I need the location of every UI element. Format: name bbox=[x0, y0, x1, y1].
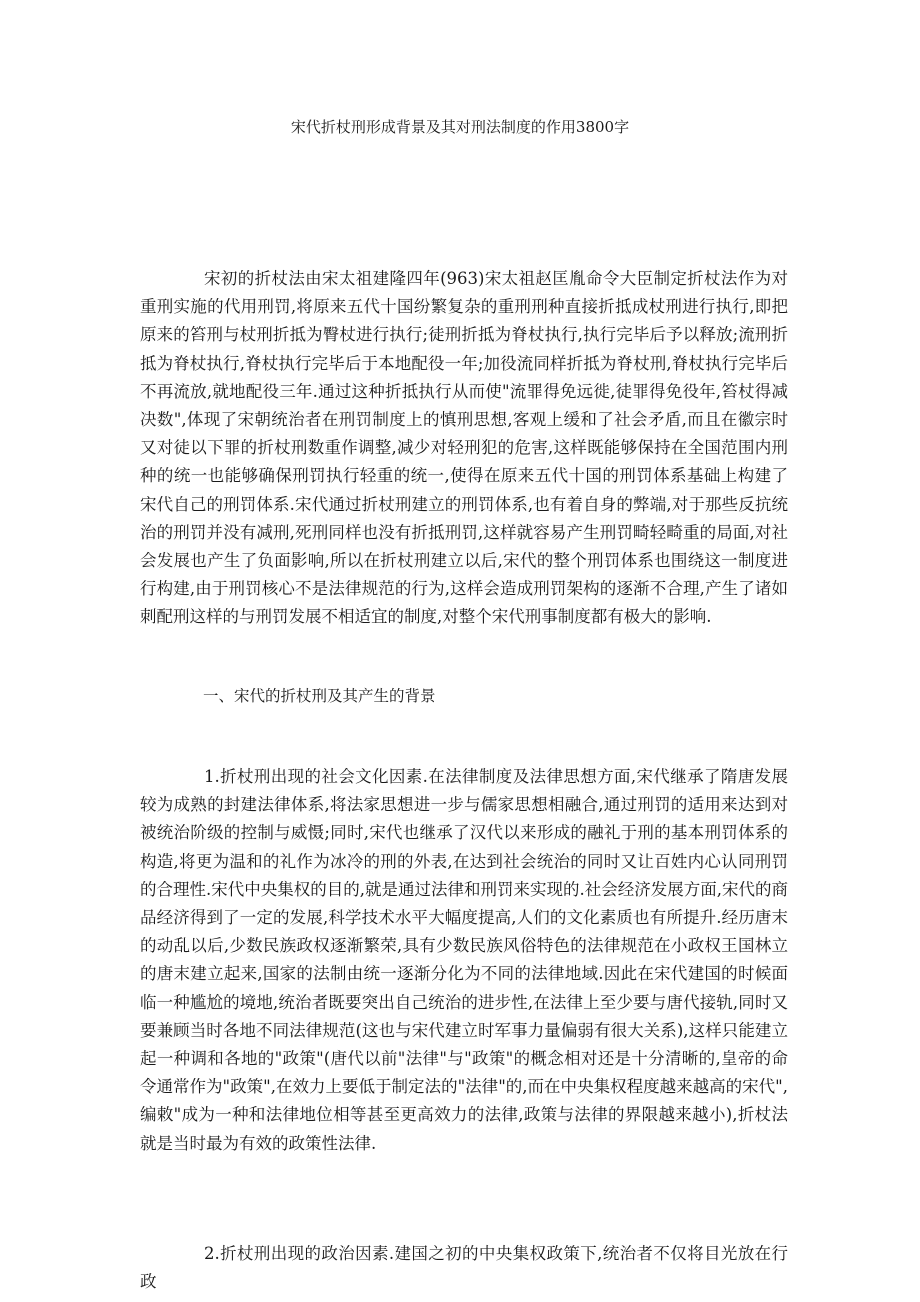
intro-paragraph: 宋初的折杖法由宋太祖建隆四年(963)宋太祖赵匡胤命令大臣制定折杖法作为对重刑实施的代用刑罚,将原来五代十国纷繁复杂的重刑刑种直接折抵成杖刑进行执行,即把原来的笞刑与杖刑折抵为臀杖进行执行;徒刑折抵为脊杖执行,执行完毕后予以释放;流刑折抵为脊杖执行,脊杖执行完毕后于本地配役一年;加役流同样折抵为脊杖刑,脊杖执行完毕后不再流放,就地配役三年.通过这种折抵执行从而使"流罪得免远徙,徒罪得免役年,笞杖得减决数",体现了宋朝统治者在刑罚制度上的慎刑思想,客观上缓和了社会矛盾,而且在徽宗时又对徒以下罪的折杖刑数重作调整,减少对轻刑犯的危害,这样既能够保持在全国范围内刑种的统一也能够确保刑罚执行轻重的统一,使得在原来五代十国的刑罚体系基础上构建了宋代自己的刑罚体系.宋代通过折杖刑建立的刑罚体系,也有着自身的弊端,对于那些反抗统治的刑罚并没有减刑,死刑同样也没有折抵刑罚,这样就容易产生刑罚畸轻畸重的局面,对社会发展也产生了负面影响,所以在折杖刑建立以后,宋代的整个刑罚体系也围绕这一制度进行构建,由于刑罚核心不是法律规范的行为,这样会造成刑罚架构的逐渐不合理,产生了诸如刺配刑这样的与刑罚发展不相适宜的制度,对整个宋代刑事制度都有极大的影响. bbox=[140, 269, 788, 627]
body-paragraph: 2.折杖刑出现的政治因素.建国之初的中央集权政策下,统治者不仅将目光放在行政 bbox=[140, 1244, 788, 1292]
body-paragraph: 1.折杖刑出现的社会文化因素.在法律制度及法律思想方面,宋代继承了隋唐发展较为成熟的封建法律体系,将法家思想进一步与儒家思想相融合,通过刑罚的适用来达到对被统治阶级的控制与威慑;同时,宋代也继承了汉代以来形成的融礼于刑的基本刑罚体系的构造,将更为温和的礼作为冰冷的刑的外表,在达到社会统治的同时又让百姓内心认同刑罚的合理性.宋代中央集权的目的,就是通过法律和刑罚来实现的.社会经济发展方面,宋代的商品经济得到了一定的发展,科学技术水平大幅度提高,人们的文化素质也有所提升.经历唐末的动乱以后,少数民族政权逐渐繁荣,具有少数民族风俗特色的法律规范在小政权王国林立的唐末建立起来,国家的法制由统一逐渐分化为不同的法律地域.因此在宋代建国的时候面临一种尴尬的境地,统治者既要突出自己统治的进步性,在法律上至少要与唐代接轨,同时又要兼顾当时各地不同法律规范(这也与宋代建立时军事力量偏弱有很大关系),这样只能建立起一种调和各地的"政策"(唐代以前"法律"与"政策"的概念相对还是十分清晰的,皇帝的命令通常作为"政策",在效力上要低于制定法的"法律"的,而在中央集权程度越来越高的宋代",编敕"成为一种和法律地位相等甚至更高效力的法律,政策与法律的界限越来越小),折杖法就是当时最为有效的政策性法律. bbox=[140, 767, 788, 1153]
document-title: 宋代折杖刑形成背景及其对刑法制度的作用3800字 bbox=[290, 118, 630, 136]
section-heading: 一、宋代的折杖刑及其产生的背景 bbox=[203, 687, 436, 705]
